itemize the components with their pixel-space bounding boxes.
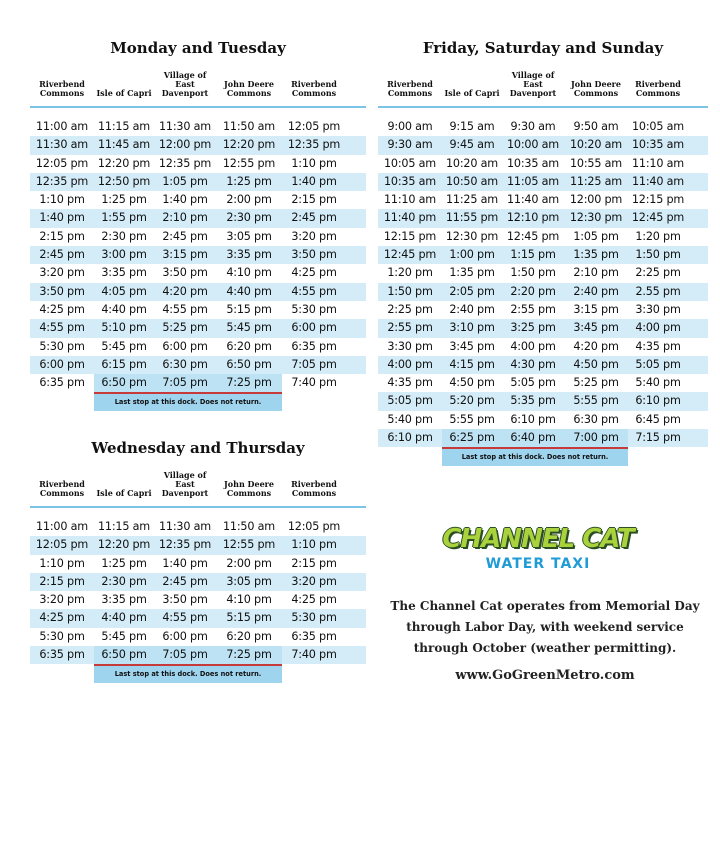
departure-time: 11:30 am [159,120,211,133]
departure-time: 11:10 am [384,193,436,207]
stop-header-row [30,60,366,108]
departure-time: 6:00 pm [162,339,208,353]
departure-time: 12:05 pm [35,538,89,552]
departure-time: 12:15 pm [631,193,685,207]
schedule-row [30,338,366,356]
schedule-row [378,392,708,410]
departure-time: 3:50 pm [162,593,208,607]
departure-time: 1:20 pm [635,229,681,243]
departure-time: 4:05 pm [101,284,147,298]
schedule-body [30,108,366,411]
departure-time: 3:30 pm [635,302,681,316]
departure-time: 2:25 pm [635,266,681,280]
channel-cat-logo [410,524,666,584]
departure-time: 3:20 pm [39,593,85,607]
departure-time: 1:40 pm [162,193,208,207]
info-line: The Channel Cat operates from Memorial Day [390,599,700,613]
departure-time: 6:20 pm [226,629,272,643]
departure-time: 11:00 am [36,120,88,133]
departure-time: 2:05 pm [449,284,495,298]
schedule-row [378,319,708,337]
departure-time: 12:00 pm [569,193,623,207]
schedule-row [30,118,366,136]
departure-time: 1:20 pm [387,266,433,280]
departure-time: 4:15 pm [449,357,495,371]
departure-time: 1:35 pm [573,248,619,262]
schedule-row [30,283,366,301]
monday-tuesday-schedule [30,36,366,411]
schedule-row [30,264,366,282]
departure-time: 4:25 pm [39,611,85,625]
departure-time: 5:35 pm [510,394,556,408]
departure-time: 2:00 pm [226,193,272,207]
departure-time: 1:10 pm [291,156,337,170]
departure-time: 10:35 am [632,138,684,152]
stop-header-row [30,460,366,508]
departure-time: 11:30 am [36,138,88,152]
departure-time: 1:25 pm [101,556,147,570]
schedule-body [30,508,366,683]
departure-time: 10:55 am [570,156,622,170]
departure-time: 3:05 pm [226,229,272,243]
departure-time: 4:00 pm [387,357,433,371]
departure-time: 2:45 pm [162,574,208,588]
departure-time: 7:00 pm [564,429,628,447]
departure-time: 5:25 pm [162,321,208,335]
departure-time: 5:25 pm [573,376,619,390]
departure-time: 3:50 pm [162,266,208,280]
departure-time: 7:40 pm [291,648,337,662]
departure-time: 3:15 pm [162,248,208,262]
departure-time: 1:15 pm [510,248,556,262]
departure-time: 5:15 pm [226,302,272,316]
schedule-row [30,136,366,154]
schedule-row [30,155,366,173]
departure-time: 3:05 pm [226,574,272,588]
departure-time: 1:05 pm [162,174,208,188]
last-stop-note: Last stop at this dock. Does not return. [94,664,282,683]
departure-time: 11:10 am [632,156,684,170]
schedule-row [378,246,708,264]
stop-header: Village of East Davenport [509,70,557,98]
departure-time: 11:30 am [159,520,211,533]
departure-time: 11:15 am [98,120,150,133]
departure-time: 4:10 pm [226,593,272,607]
schedule-row [378,264,708,282]
departure-time: 12:35 pm [35,174,89,188]
departure-time: 12:45 pm [631,211,685,225]
departure-time: 3:45 pm [573,321,619,335]
schedule-title: Wednesday and Thursday [91,439,305,457]
departure-time: 1:50 pm [635,248,681,262]
departure-time: 12:20 pm [97,538,151,552]
departure-time: 5:05 pm [510,376,556,390]
departure-time: 3:50 pm [39,284,85,298]
departure-time: 6:50 pm [226,357,272,371]
departure-time: 10:20 am [570,138,622,152]
last-stop-note: Last stop at this dock. Does not return. [94,392,282,411]
schedule-row [30,555,366,573]
stop-header: Riverbend Commons [635,79,681,98]
departure-time: 12:00 pm [158,138,212,152]
departure-time: 9:15 am [449,120,495,133]
schedule-row [30,319,366,337]
logo-subtitle: WATER TAXI [485,556,591,572]
departure-time: 3:35 pm [101,593,147,607]
departure-time: 7:40 pm [291,376,337,390]
departure-time: 12:55 pm [222,538,276,552]
departure-time: 3:35 pm [226,248,272,262]
departure-time: 3:20 pm [291,574,337,588]
stop-header-row [378,60,708,108]
departure-time: 1:50 pm [510,266,556,280]
departure-time: 6:00 pm [162,629,208,643]
departure-time: 12:35 pm [287,138,341,152]
departure-time: 1:10 pm [291,538,337,552]
departure-time: 12:45 pm [506,229,560,243]
schedule-row [30,173,366,191]
departure-time: 11:00 am [36,520,88,533]
departure-time: 4:55 pm [39,321,85,335]
departure-time: 12:20 pm [97,156,151,170]
departure-time: 2:15 pm [291,556,337,570]
schedule-title: Friday, Saturday and Sunday [422,39,664,57]
departure-time: 2:40 pm [449,302,495,316]
departure-time: 11:45 am [98,138,150,152]
departure-time: 12:30 pm [445,229,499,243]
departure-time: 6:35 pm [39,648,85,662]
departure-time: 4:55 pm [291,284,337,298]
schedule-row [378,356,708,374]
departure-time: 9:45 am [449,138,495,152]
departure-time: 4:25 pm [291,266,337,280]
departure-time: 9:50 am [573,120,619,133]
departure-time: 12:10 pm [506,211,560,225]
departure-time: 10:05 am [632,120,684,133]
departure-time: 4:25 pm [291,593,337,607]
departure-time: 12:05 pm [287,120,341,133]
schedule-row [378,228,708,246]
departure-time: 4:20 pm [573,339,619,353]
info-line: through October (weather permitting). [413,641,677,655]
departure-time: 5:30 pm [291,611,337,625]
stop-header: Riverbend Commons [387,79,433,98]
departure-time: 7:25 pm [216,646,282,664]
departure-time: 3:45 pm [449,339,495,353]
departure-time: 6:50 pm [94,374,154,392]
departure-time: 3:00 pm [101,248,147,262]
departure-time: 1:00 pm [449,248,495,262]
departure-time: 6:25 pm [442,429,502,447]
departure-time: 4:35 pm [635,339,681,353]
stop-header: Isle of Capri [444,88,500,98]
departure-time: 10:35 am [507,156,559,170]
departure-time: 10:00 am [507,138,559,152]
stop-header: John Deere Commons [571,79,621,98]
departure-time: 6:45 pm [635,412,681,426]
info-line: through Labor Day, with weekend service [406,620,684,634]
departure-time: 1:40 pm [291,174,337,188]
schedule-row [378,429,708,447]
departure-time: 5:55 pm [573,394,619,408]
departure-time: 11:40 am [507,193,559,207]
departure-time: 4:30 pm [510,357,556,371]
departure-time: 5:05 pm [387,394,433,408]
departure-time: 11:05 am [507,174,559,188]
departure-time: 11:40 pm [383,211,437,225]
departure-time: 7:05 pm [154,374,216,392]
departure-time: 6:10 pm [635,394,681,408]
departure-time: 1:10 pm [39,556,85,570]
departure-time: 4:10 pm [226,266,272,280]
departure-time: 2:30 pm [101,229,147,243]
friday-sunday-schedule [378,36,708,466]
departure-time: 2:30 pm [226,211,272,225]
departure-time: 3:25 pm [510,321,556,335]
departure-time: 2:40 pm [573,284,619,298]
departure-time: 1:05 pm [573,229,619,243]
schedule-row [30,591,366,609]
departure-time: 6:30 pm [573,412,619,426]
departure-time: 6:20 pm [226,339,272,353]
schedule-row [30,209,366,227]
schedule-row [378,155,708,173]
departure-time: 4:55 pm [162,611,208,625]
departure-time: 11:55 pm [445,211,499,225]
schedule-row [378,136,708,154]
schedule-row [378,374,708,392]
departure-time: 9:30 am [387,138,433,152]
schedule-row [378,338,708,356]
departure-time: 6:40 pm [502,429,564,447]
schedule-row [378,411,708,429]
departure-time: 7:15 pm [635,431,681,445]
schedule-row [30,646,366,664]
stop-header: Riverbend Commons [291,479,337,498]
departure-time: 3:35 pm [101,266,147,280]
departure-time: 5:40 pm [635,376,681,390]
departure-time: 3:20 pm [39,266,85,280]
departure-time: 6:10 pm [387,431,433,445]
departure-time: 2:10 pm [162,211,208,225]
schedule-row [30,301,366,319]
schedule-row [30,228,366,246]
departure-time: 2:55 pm [387,321,433,335]
service-info [372,596,718,659]
departure-time: 10:20 am [446,156,498,170]
schedule-row [30,536,366,554]
departure-time: 12:15 pm [383,229,437,243]
departure-time: 1:40 pm [162,556,208,570]
departure-time: 9:30 am [510,120,556,133]
departure-time: 4:40 pm [101,302,147,316]
departure-time: 3:20 pm [291,229,337,243]
schedule-row [30,191,366,209]
schedule-row [378,173,708,191]
departure-time: 4:00 pm [510,339,556,353]
departure-time: 12:50 pm [97,174,151,188]
departure-time: 5:30 pm [39,339,85,353]
departure-time: 6:00 pm [291,321,337,335]
departure-time: 12:30 pm [569,211,623,225]
departure-time: 1:10 pm [39,193,85,207]
departure-time: 4:55 pm [162,302,208,316]
departure-time: 2:30 pm [101,574,147,588]
departure-time: 3:15 pm [573,302,619,316]
departure-time: 5:05 pm [635,357,681,371]
stop-header: Isle of Capri [96,488,152,498]
departure-time: 1:40 pm [39,211,85,225]
departure-time: 12:20 pm [222,138,276,152]
schedule-title: Monday and Tuesday [110,39,286,57]
schedule-row [30,356,366,374]
departure-time: 7:05 pm [291,357,337,371]
schedule-row [30,628,366,646]
departure-time: 4:40 pm [101,611,147,625]
departure-time: 4:35 pm [387,376,433,390]
departure-time: 12:05 pm [287,520,341,533]
departure-time: 5:45 pm [101,629,147,643]
departure-time: 2.55 pm [635,284,681,298]
schedule-row [30,573,366,591]
schedule-row [378,209,708,227]
departure-time: 2:45 pm [291,211,337,225]
schedule-row [30,246,366,264]
schedule-row [30,518,366,536]
departure-time: 6:35 pm [291,629,337,643]
departure-time: 4:00 pm [635,321,681,335]
departure-time: 7:05 pm [154,646,216,664]
departure-time: 11:50 am [223,520,275,533]
stop-header: Riverbend Commons [291,79,337,98]
departure-time: 2:15 pm [39,229,85,243]
departure-time: 12:35 pm [158,156,212,170]
departure-time: 4:20 pm [162,284,208,298]
departure-time: 1:35 pm [449,266,495,280]
stop-header: John Deere Commons [224,479,274,498]
departure-time: 5:45 pm [101,339,147,353]
departure-time: 1:25 pm [226,174,272,188]
departure-time: 5:45 pm [226,321,272,335]
departure-time: 6:10 pm [510,412,556,426]
departure-time: 4:50 pm [449,376,495,390]
departure-time: 10:05 am [384,156,436,170]
departure-time: 2:45 pm [162,229,208,243]
wednesday-thursday-schedule [30,436,366,683]
departure-time: 11:25 am [570,174,622,188]
departure-time: 5:40 pm [387,412,433,426]
departure-time: 5:15 pm [226,611,272,625]
website-link[interactable]: www.GoGreenMetro.com [455,668,635,683]
schedule-row [378,118,708,136]
stop-header: Riverbend Commons [39,479,85,498]
departure-time: 10:50 am [446,174,498,188]
departure-time: 1:55 pm [101,211,147,225]
stop-header: John Deere Commons [224,79,274,98]
departure-time: 2:15 pm [39,574,85,588]
last-stop-note: Last stop at this dock. Does not return. [442,447,628,466]
departure-time: 2:15 pm [291,193,337,207]
departure-time: 6:00 pm [39,357,85,371]
departure-time: 5:30 pm [39,629,85,643]
departure-time: 2:25 pm [387,302,433,316]
departure-time: 6:50 pm [94,646,154,664]
departure-time: 6:30 pm [162,357,208,371]
departure-time: 11:25 am [446,193,498,207]
departure-time: 2:55 pm [510,302,556,316]
departure-time: 6:35 pm [291,339,337,353]
departure-time: 2:20 pm [510,284,556,298]
departure-time: 5:10 pm [101,321,147,335]
departure-time: 6:15 pm [101,357,147,371]
departure-time: 5:30 pm [291,302,337,316]
departure-time: 1:50 pm [387,284,433,298]
departure-time: 4:50 pm [573,357,619,371]
schedule-row [378,283,708,301]
schedule-row [378,301,708,319]
schedule-row [30,609,366,627]
departure-time: 5:55 pm [449,412,495,426]
stop-header: Village of East Davenport [161,470,209,498]
departure-time: 12:35 pm [158,538,212,552]
departure-time: 3:30 pm [387,339,433,353]
departure-time: 11:15 am [98,520,150,533]
departure-time: 5:20 pm [449,394,495,408]
departure-time: 1:25 pm [101,193,147,207]
stop-header: Isle of Capri [96,88,152,98]
stop-header: Village of East Davenport [161,70,209,98]
departure-time: 4:25 pm [39,302,85,316]
logo-wordmark: CHANNEL CAT [442,524,634,554]
departure-time: 3:10 pm [449,321,495,335]
departure-time: 12:55 pm [222,156,276,170]
departure-time: 2:00 pm [226,556,272,570]
schedule-body [378,108,708,466]
departure-time: 9:00 am [387,120,433,133]
departure-time: 7:25 pm [216,374,282,392]
departure-time: 3:50 pm [291,248,337,262]
departure-time: 10:35 am [384,174,436,188]
stop-header: Riverbend Commons [39,79,85,98]
schedule-row [30,374,366,392]
departure-time: 6:35 pm [39,376,85,390]
departure-time: 2:45 pm [39,248,85,262]
departure-time: 11:50 am [223,120,275,133]
departure-time: 4:40 pm [226,284,272,298]
departure-time: 12:45 pm [383,248,437,262]
departure-time: 12:05 pm [35,156,89,170]
schedule-row [378,191,708,209]
departure-time: 11:40 am [632,174,684,188]
departure-time: 2:10 pm [573,266,619,280]
